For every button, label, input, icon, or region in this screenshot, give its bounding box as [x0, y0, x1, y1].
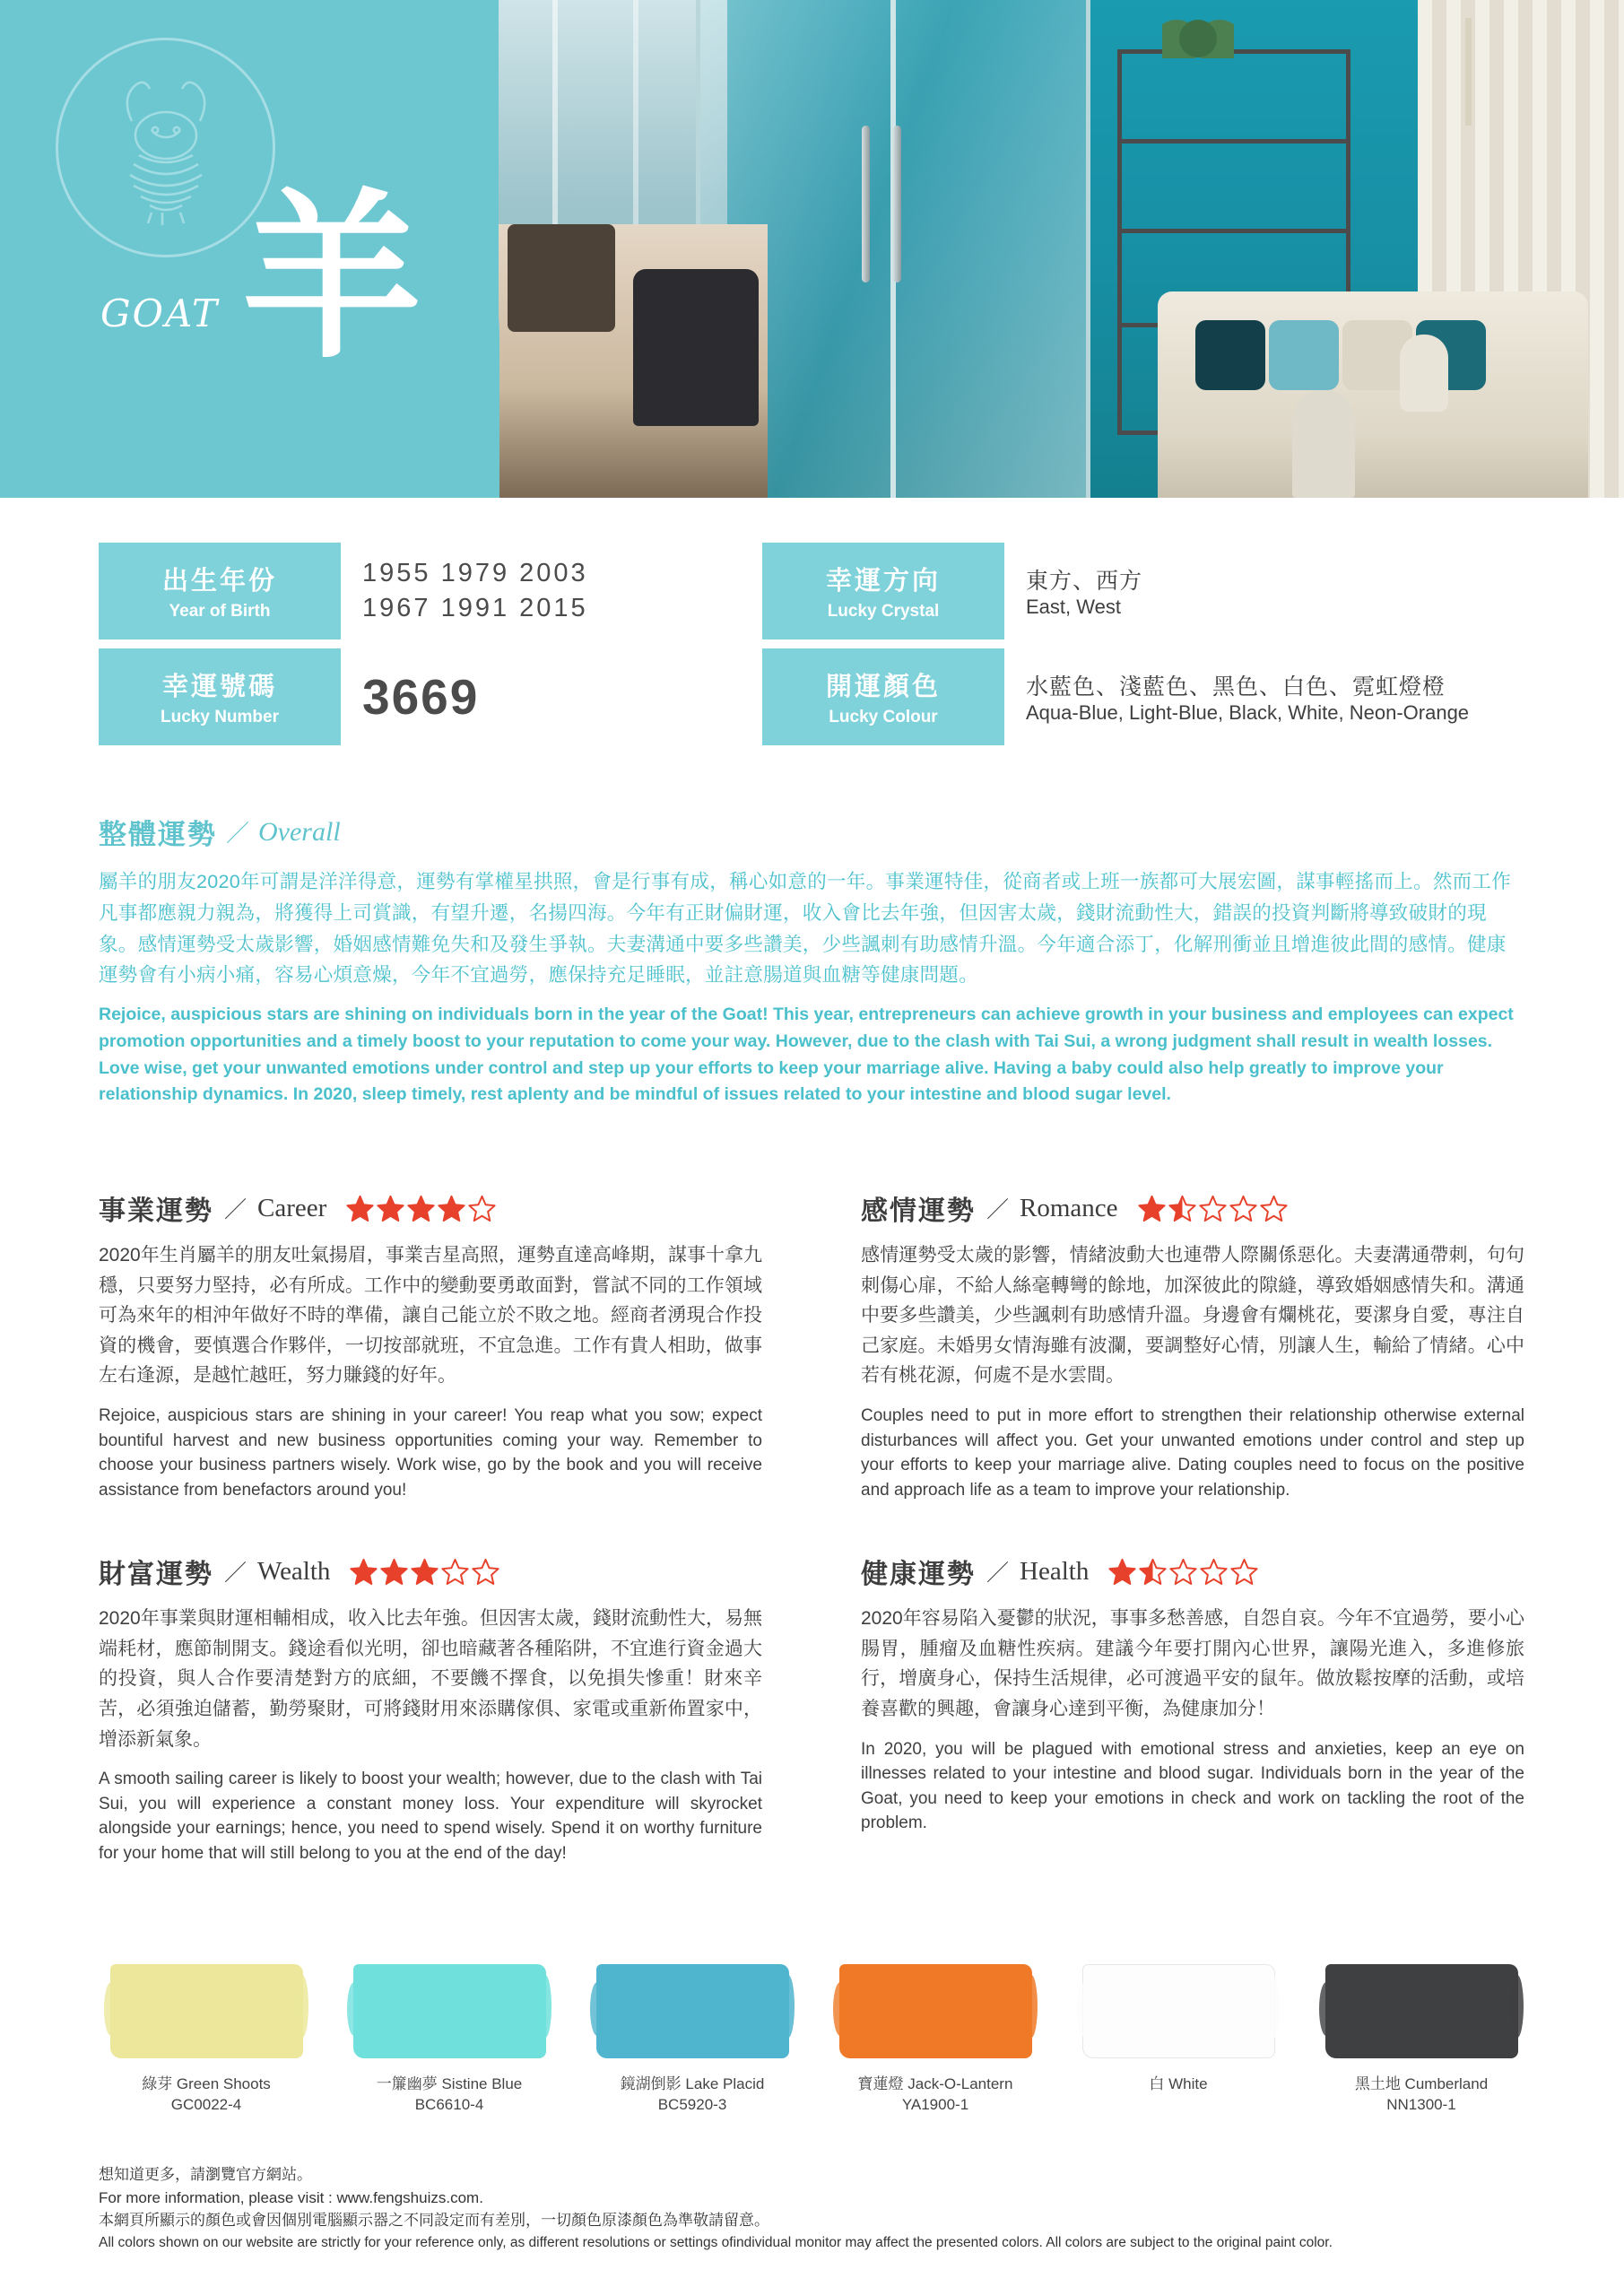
- swatch-item: [1314, 1964, 1529, 2114]
- cushion: [1269, 320, 1339, 390]
- lucky-crystal-label: [762, 543, 1004, 639]
- swatch-name: 鏡湖倒影 Lake Placid: [620, 2075, 765, 2092]
- footer-disclaimer: [99, 2163, 1533, 2253]
- value-en: East, West: [1026, 596, 1121, 618]
- swatch-chip: [839, 1964, 1032, 2058]
- value-cn: 東方、西方: [1026, 569, 1143, 594]
- career-body-en: Rejoice, auspicious stars are shining in your career! You reap what you sow; expect bountiful harvest and new business opportunities coming your way. Remember to choose your business partners wisely. Work wise, go by the book and you will receive assistance from benefactors around you!: [99, 1405, 762, 1500]
- romance-section: [861, 1188, 1524, 1502]
- colour-swatch-row: [99, 1964, 1529, 2114]
- swatch-chip: [596, 1964, 789, 2058]
- swatch-chip: [1082, 1964, 1275, 2058]
- title-separator: ／: [986, 1197, 1010, 1222]
- side-table: [1292, 390, 1355, 498]
- label-en: Lucky Colour: [829, 708, 938, 726]
- swatch-chip: [110, 1964, 303, 2058]
- lucky-colour-label: [762, 648, 1004, 745]
- overall-body-cn: 屬羊的朋友2020年可謂是洋洋得意，運勢有掌權星拱照，會是行事有成，稱心如意的一年。事業運特佳，從商者或上班一族都可大展宏圖，謀事輕搖而上。然而工作凡事都應親力親為，將獲得上司賞識，有望升遷，名揚四海。今年有正財偏財運，收入會比去年強，但因害太歲，錢財流動性大，錯誤的投資判斷將導致破財的現象。感情運勢受太歲影響，婚姻感情難免失和及發生爭執。夫妻溝通中要多些讚美，少些諷刺有助感情升溫。今年適合添丁，化解刑衝並且增進彼此間的感情。健康運勢會有小病小痛，容易心煩意燥，今年不宜過勞，應保持充足睡眠，並註意腸道與血糖等健康問題。: [99, 871, 1512, 987]
- romance-rating-stars: [1138, 1195, 1288, 1222]
- info-panel: [99, 543, 1526, 754]
- health-body-en: In 2020, you will be plagued with emotional stress and anxieties, keep an eye on illnesses related to your intestine and blood sugar. Individuals born in the year of the Goat, you need to keep your emotions in check and work on tackling the root of the problem.: [861, 1739, 1524, 1833]
- swatch-item: [342, 1964, 557, 2114]
- romance-heading: [861, 1188, 1524, 1228]
- swatch-code: YA1900-1: [901, 2096, 969, 2113]
- lucky-colour-block: [762, 648, 1524, 745]
- plant: [1162, 9, 1234, 58]
- hero-photo: [499, 0, 1624, 498]
- romance-body-en: Couples need to put in more effort to strengthen their relationship otherwise external disturbances will affect you. Get your unwanted emotions under control and step up your efforts to keep your marriage alive. Dating couples need to focus on the positive and approach life as a team to improve your relationship.: [861, 1405, 1524, 1500]
- swatch-name: 綠芽 Green Shoots: [142, 2075, 271, 2092]
- footer-line-2-cn: 本網頁所顯示的顏色或會因個別電腦顯示器之不同設定而有差別，一切顏色原漆顏色為準敬請留意。: [99, 2212, 769, 2229]
- overall-title-en: Overall: [258, 816, 341, 847]
- zodiac-name-cn: 羊: [242, 172, 422, 383]
- lucky-number-label: [99, 648, 341, 745]
- health-body-cn: 2020年容易陷入憂鬱的狀況，事事多愁善感，自怨自哀。今年不宜過勞，要小心腸胃，腫瘤及血糖性疾病。建議今年要打開內心世界，讓陽光進入，多進修旅行，增廣身心，保持生活規律，必可渡過平安的鼠年。做放鬆按摩的活動，或培養喜歡的興趣，會讓身心達到平衡，為健康加分！: [861, 1608, 1524, 1719]
- swatch-name: 黑土地 Cumberland: [1354, 2075, 1489, 2092]
- overall-section: [99, 812, 1524, 1109]
- info-row-1: [99, 543, 1526, 639]
- zodiac-name-en: GOAT: [100, 291, 220, 335]
- career-body-cn: 2020年生肖屬羊的朋友吐氣揚眉，事業吉星高照，運勢直達高峰期，謀事十拿九穩，只要努力堅持，必有所成。工作中的變動要勇敢面對，嘗試不同的工作領域可為來年的相沖年做好不時的準備，讓自己能立於不敗之地。經商者湧現合作投資的機會，要慎選合作夥伴，一切按部就班，不宜急進。工作有貴人相助，做事左右逢源，是越忙越旺，努力賺錢的好年。: [99, 1245, 762, 1387]
- label-en: Lucky Number: [161, 708, 279, 726]
- lucky-crystal-block: [762, 543, 1524, 639]
- swatch-code: BC5920-3: [657, 2096, 727, 2113]
- swatch-chip: [353, 1964, 546, 2058]
- year-of-birth-value: [341, 543, 588, 639]
- overall-body-en: Rejoice, auspicious stars are shining on individuals born in the year of the Goat! This year, entrepreneurs can achieve growth in your business and employees can expect promotion opportunities and a timely boost to your reputation to come your way. However, due to the clash with Tai Sui, a wrong judgment shall result in wealth losses. Love wise, get your unwanted emotions under control and step up your efforts to keep your marriage alive. Having a baby could also help greatly to improve your relationship dynamics. In 2020, sleep timely, rest aplenty and be mindful of issues related to your intestine and blood sugar level.: [99, 1004, 1514, 1105]
- swatch-chip: [1325, 1964, 1518, 2058]
- romance-body-cn: 感情運勢受太歲的影響，情緒波動大也連帶人際關係惡化。夫妻溝通帶刺，句句刺傷心扉，不給人絲毫轉彎的餘地，加深彼此的隙縫，導致婚姻感情失和。溝通中要多些讚美，少些諷刺有助感情升溫。身邊會有爛桃花，要潔身自愛，專注自己家庭。未婚男女情海雖有波瀾，要調整好心情，別讓人生，輸給了情緒。心中若有桃花源，何處不是水雲間。: [861, 1245, 1524, 1387]
- lucky-number-value: [341, 648, 479, 745]
- overall-heading: [99, 812, 1524, 852]
- door-handle-left: [862, 126, 870, 283]
- health-heading: [861, 1552, 1524, 1591]
- swatch-name: 一簾幽夢 Sistine Blue: [376, 2075, 523, 2092]
- footer-line-1-en: For more information, please visit : www.fengshuizs.com.: [99, 2188, 483, 2206]
- wealth-section: [99, 1552, 762, 1866]
- health-title-en: Health: [1020, 1556, 1090, 1586]
- cushion: [1195, 320, 1265, 390]
- swatch-item: [99, 1964, 314, 2114]
- door-handle-right: [893, 126, 901, 283]
- label-en: Year of Birth: [169, 602, 271, 621]
- lucky-number-digits: 3669: [362, 669, 480, 725]
- year-of-birth-label: [99, 543, 341, 639]
- career-rating-stars: [346, 1195, 496, 1222]
- wealth-heading: [99, 1552, 762, 1591]
- headboard: [508, 224, 615, 332]
- vase: [1400, 335, 1448, 412]
- value-en: Aqua-Blue, Light-Blue, Black, White, Neon-Orange: [1026, 701, 1470, 724]
- wealth-body-cn: 2020年事業與財運相輔相成，收入比去年強。但因害太歲，錢財流動性大，易無端耗材，應節制開支。錢途看似光明，卻也暗藏著各種陷阱，不宜進行資金過大的投資，與人合作要清楚對方的底細，不要饑不擇食，以免損失慘重！財來辛苦，必須強迫儲蓄，勤勞聚財，可將錢財用來添購傢俱、家電或重新佈置家中，增添新氣象。: [99, 1608, 762, 1750]
- label-cn: 出生年份: [161, 567, 277, 596]
- fortune-sections: [99, 1188, 1526, 1866]
- health-section: [861, 1552, 1524, 1866]
- romance-title-en: Romance: [1020, 1193, 1118, 1222]
- footer-line-1-cn: 想知道更多，請瀏覽官方網站。: [99, 2166, 312, 2183]
- swatch-code: GC0022-4: [170, 2096, 242, 2113]
- year-of-birth-block: [99, 543, 762, 639]
- fortune-row-2: [99, 1552, 1526, 1866]
- swatch-code: BC6610-4: [414, 2096, 484, 2113]
- value-cn: 水藍色、淺藍色、黑色、白色、霓虹燈橙: [1026, 674, 1446, 700]
- swatch-name: 白 White: [1149, 2075, 1208, 2092]
- title-separator: ／: [224, 1197, 248, 1222]
- label-cn: 幸運號碼: [161, 673, 277, 701]
- floor-lamp: [1465, 18, 1472, 126]
- career-title-cn: 事業運勢: [99, 1196, 213, 1226]
- footer-line-2-en: All colors shown on our website are strictly for your reference only, as different resolutions or settings ofindividual monitor may affect the presented colors. All colors are subject to the original paint color.: [99, 2234, 1333, 2250]
- career-title-en: Career: [257, 1193, 327, 1222]
- title-separator: ／: [986, 1561, 1010, 1587]
- birth-years-line-2: 1967 1991 2015: [362, 594, 588, 622]
- lucky-crystal-value: [1004, 543, 1142, 639]
- wealth-title-en: Wealth: [257, 1556, 331, 1586]
- label-en: Lucky Crystal: [827, 602, 940, 621]
- label-cn: 幸運方向: [825, 567, 941, 596]
- birth-years-line-1: 1955 1979 2003: [362, 558, 588, 587]
- wealth-rating-stars: [350, 1558, 499, 1586]
- office-chair: [633, 269, 759, 426]
- label-cn: 開運顏色: [825, 673, 941, 701]
- swatch-item: [828, 1964, 1043, 2114]
- health-rating-stars: [1108, 1558, 1258, 1586]
- health-title-cn: 健康運勢: [861, 1560, 976, 1590]
- swatch-item: [1071, 1964, 1286, 2114]
- fortune-row-1: [99, 1188, 1526, 1502]
- overall-title-cn: 整體運勢: [99, 819, 217, 850]
- hero-teal-panel: [0, 0, 499, 498]
- swatch-name: 寶蓮燈 Jack-O-Lantern: [857, 2075, 1013, 2092]
- title-separator: ／: [224, 1561, 248, 1587]
- swatch-item: [585, 1964, 800, 2114]
- career-heading: [99, 1188, 762, 1228]
- wealth-body-en: A smooth sailing career is likely to boost your wealth; however, due to the clash with Tai Sui, you will experience a constant money loss. Your expenditure will skyrocket alongside your earnings; hence, you need to spend wisely. Spend it on worthy furniture for your home that will still belong to you at the end of the day!: [99, 1770, 762, 1863]
- info-row-2: [99, 648, 1526, 745]
- romance-title-cn: 感情運勢: [861, 1196, 976, 1226]
- wealth-title-cn: 財富運勢: [99, 1560, 213, 1590]
- career-section: [99, 1188, 762, 1502]
- title-separator: ／: [226, 820, 250, 847]
- lucky-number-block: [99, 648, 762, 745]
- swatch-code: NN1300-1: [1386, 2096, 1456, 2113]
- hero-banner: [0, 0, 1624, 498]
- lucky-colour-value: [1004, 648, 1469, 745]
